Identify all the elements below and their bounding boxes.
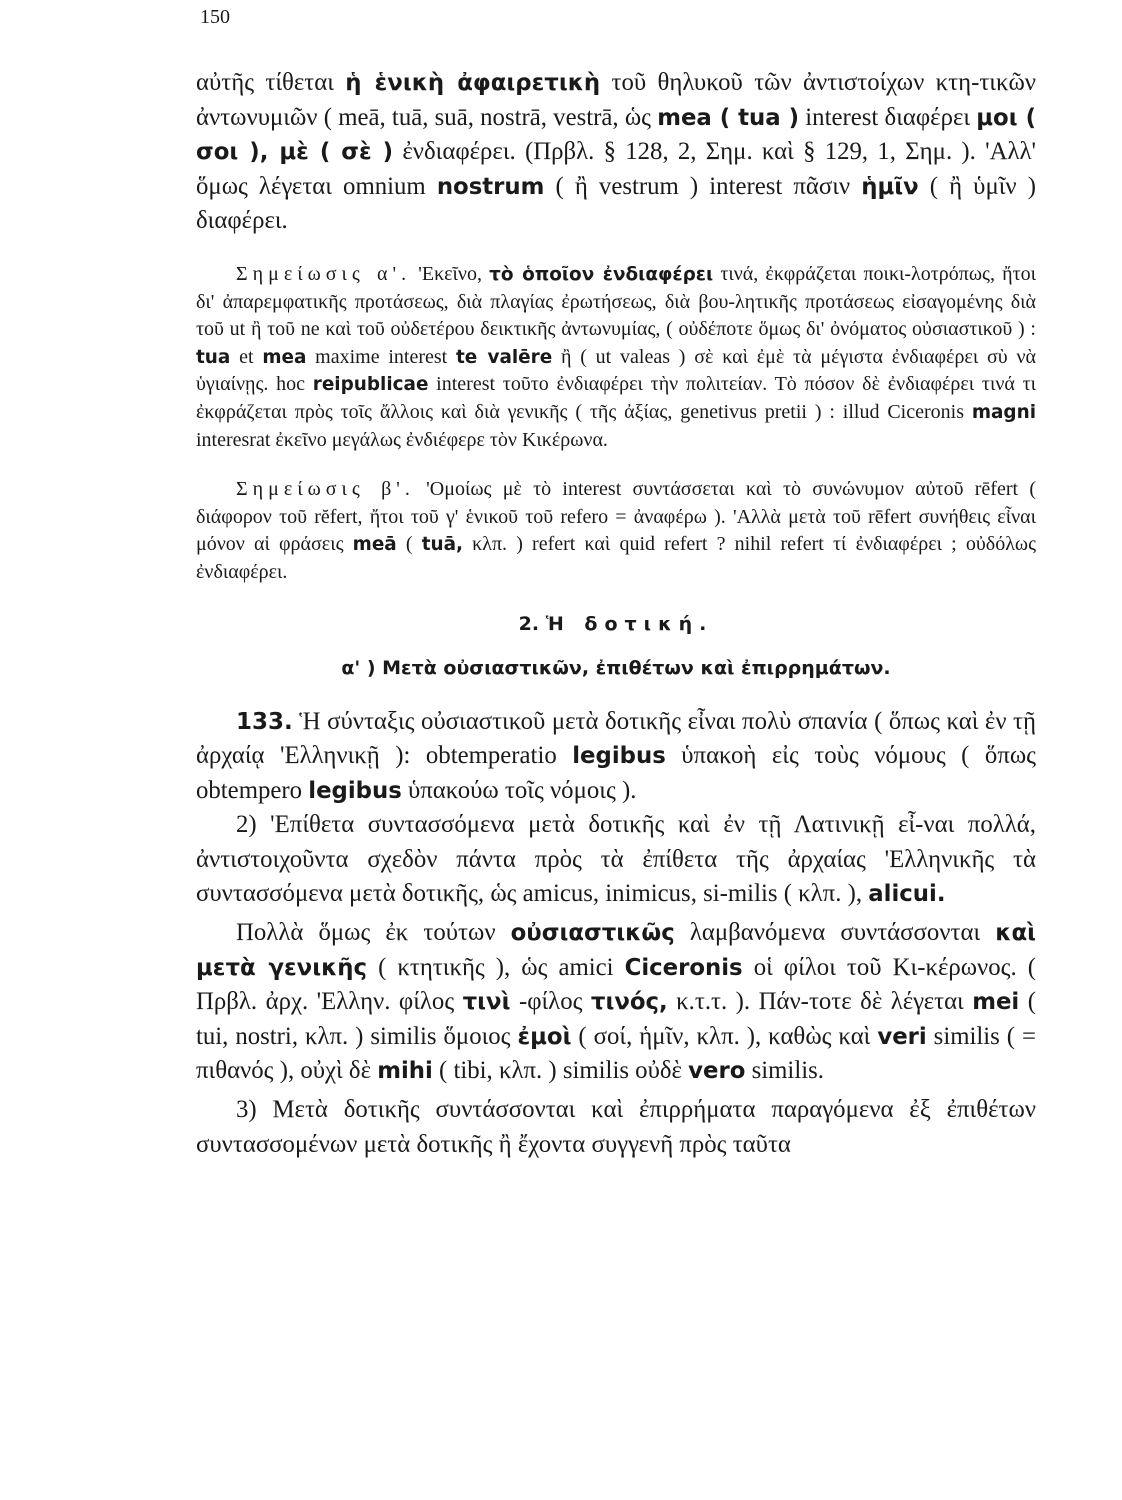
paragraph-intro: αὐτῆς τίθεται ἡ ἑνικὴ ἀφαιρετικὴ τοῦ θηλυκοῦ τῶν ἀντιστοίχων κτη-τικῶν ἀντωνυμιῶν ( meā, tuā, suā, nostrā, vestrā, ὡς mea ( tua ) interest διαφέρει μοι ( σοι ), μὲ ( σὲ ) ἐνδιαφέρει. (Πρβλ. § 128, 2, Σημ. καὶ § 129, 1, Σημ. ). 'Αλλ' ὅμως λέγεται omnium nostrum ( ἢ vestrum ) interest πᾶσιν ἡμῖν ( ἢ ὑμῖν ) διαφέρει. — [196, 69, 1036, 235]
note-a: Σημείωσις α'. 'Εκεῖνο, τὸ ὁποῖον ἐνδιαφέρει τινά, ἐκφράζεται ποικι-λοτρόπως, ἤτοι δι' ἀπαρεμφατικῆς προτάσεως, διὰ πλαγίας ἐρωτήσεως, διὰ βου-λητικῆς προτάσεως εἰσαγομένης διὰ τοῦ ut ἢ τοῦ ne καὶ τοῦ οὐδετέρου δεικτικῆς ἀντωνυμίας, ( οὐδέποτε ὅμως δι' ὀνόματος οὐσιαστικοῦ ) : tua et mea maxime interest te valēre ἢ ( ut valeas ) σὲ καὶ ἐμὲ τὰ μέγιστα ἐνδιαφέρει σὺ νὰ ὑγιαίνῃς. hoc reipublicae interest τοῦτο ἐνδιαφέρει τὴν πολιτείαν. Τὸ πόσον δὲ ἐνδιαφέρει τινά τι ἐκφράζεται πρὸς τοῖς ἄλλοις καὶ διὰ γενικῆς ( τῆς ἀξίας, genetivus pretii ) : illud Ciceronis magni interesrat ἐκεῖνο μεγάλως ἐνδιέφερε τὸν Κικέρωνα. — [196, 262, 1037, 451]
section-heading: 2. Ἡ δοτική. — [518, 612, 714, 635]
paragraph-133: 133. Ἡ σύνταξις οὐσιαστικοῦ μετὰ δοτικῆς εἶναι πολὺ σπανία ( ὅπως καὶ ἐν τῇ ἀρχαίᾳ 'Ελληνικῇ ): obtemperatio legibus ὑπακοὴ εἰς τοὺς νόμους ( ὅπως obtempero legibus ὑπακούω τοῖς νόμοις ). — [196, 707, 1036, 804]
paragraph-polla: Πολλὰ ὅμως ἐκ τούτων οὐσιαστικῶς λαμβανόμενα συντάσσονται καὶ μετὰ γενικῆς ( κτητικῆς ), ὡς amici Ciceronis οἱ φίλοι τοῦ Κι-κέρωνος. ( Πρβλ. ἀρχ. 'Ελλην. φίλος τινὶ -φίλος τινός, κ.τ.τ. ). Πάν-τοτε δὲ λέγεται mei ( tui, nostri, κλπ. ) similis ὅμοιος ἐμοὶ ( σοί, ἡμῖν, κλπ. ), καθὼς καὶ veri similis ( = πιθανός ), οὐχὶ δὲ mihi ( tibi, κλπ. ) similis οὐδὲ vero similis. — [196, 919, 1036, 1085]
page-number: 150 — [200, 6, 230, 28]
note-b: Σημείωσις β'. 'Ομοίως μὲ τὸ interest συντάσσεται καὶ τὸ συνώνυμον αὐτοῦ rēfert ( διάφορον τοῦ rĕfert, ἤτοι τοῦ γ' ἑνικοῦ τοῦ refero = ἀναφέρω ). 'Αλλὰ μετὰ τοῦ rēfert συνήθεις εἶναι μόνον αἱ φράσεις meā ( tuā, κλπ. ) refert καὶ quid refert ? nihil refert τί ἐνδιαφέρει ; οὐδόλως ἐνδιαφέρει. — [196, 478, 1037, 583]
paragraph-3: 3) Μετὰ δοτικῆς συντάσσονται καὶ ἐπιρρήματα παραγόμενα ἐξ ἐπιθέτων συντασσομένων μετὰ δοτικῆς ἢ ἔχοντα συγγενῆ πρὸς ταῦτα — [196, 1096, 1036, 1158]
section-number: 133. — [236, 708, 293, 735]
paragraph-2: 2) 'Επίθετα συντασσόμενα μετὰ δοτικῆς καὶ ἐν τῇ Λατινικῇ εἶ-ναι πολλά, ἀντιστοιχοῦντα σχεδὸν πάντα πρὸς τὰ ἐπίθετα τῆς ἀρχαίας 'Ελληνικῆς τὰ συντασσόμενα μετὰ δοτικῆς, ὡς amicus, inimicus, si-milis ( κλπ. ), alicui. — [196, 811, 1036, 908]
subsection-heading: α' ) Μετὰ οὐσιαστικῶν, ἐπιθέτων καὶ ἐπιρρημάτων. — [341, 656, 891, 679]
page-body — [196, 66, 1036, 1162]
